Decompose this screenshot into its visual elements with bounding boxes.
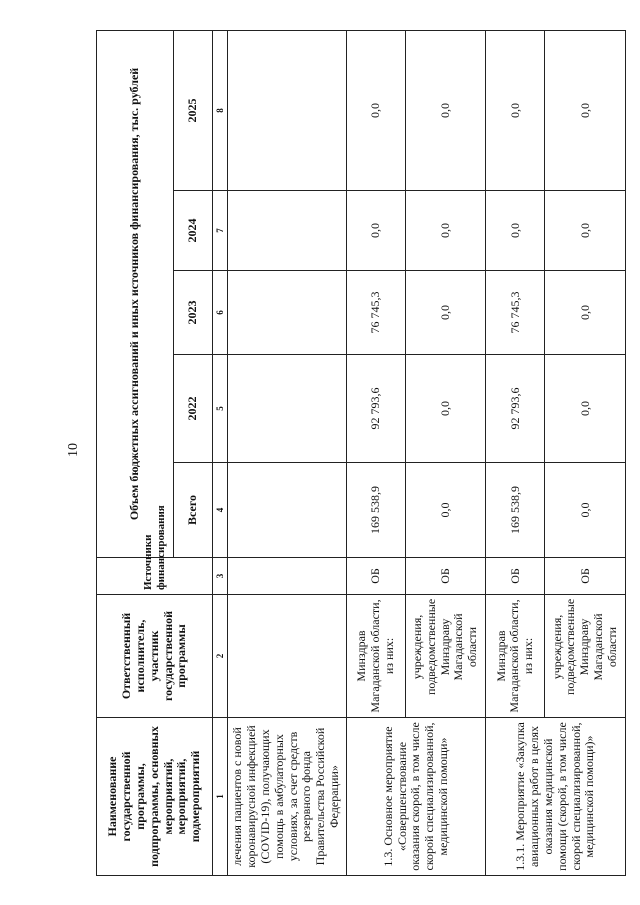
row-2024: 0,0 <box>347 191 406 271</box>
row-source: ОБ <box>347 558 406 595</box>
row-2023: 0,0 <box>405 271 486 355</box>
row-2023: 76 745,3 <box>347 271 406 355</box>
header-funding-group: Объем бюджетных ассигнований и иных источников финансирования, тыс. рублей <box>97 30 174 557</box>
row-2025: 0,0 <box>545 30 626 190</box>
header-total: Всего <box>173 463 212 558</box>
row-total: 169 538,9 <box>486 463 545 558</box>
row-2023: 76 745,3 <box>486 271 545 355</box>
row-executor: учреждения, подведомственные Минздраву Магаданской области <box>545 595 626 718</box>
column-index: 2 <box>213 595 228 718</box>
row-2025: 0,0 <box>405 30 486 190</box>
row-2024 <box>228 191 347 271</box>
row-executor: Минздрав Магаданской области, из них: <box>486 595 545 718</box>
table-row <box>486 30 545 875</box>
header-2024: 2024 <box>173 191 212 271</box>
row-2024: 0,0 <box>486 191 545 271</box>
row-2022: 0,0 <box>545 355 626 463</box>
row-2023: 0,0 <box>545 271 626 355</box>
rotated-table-container <box>96 31 626 876</box>
row-total: 169 538,9 <box>347 463 406 558</box>
row-source: ОБ <box>486 558 545 595</box>
header-2023: 2023 <box>173 271 212 355</box>
column-index: 1 <box>213 718 228 876</box>
row-2022: 0,0 <box>405 355 486 463</box>
row-executor: Минздрав Магаданской области, из них: <box>347 595 406 718</box>
table-row <box>228 30 347 875</box>
row-program-name: 1.3.1. Мероприятие «Закупка авиационных работ в целях оказания медицинской помощи (скорой, в том числе скорой специализированной, медицинской помощи)» <box>486 718 626 876</box>
table-row <box>347 30 406 875</box>
row-2024: 0,0 <box>405 191 486 271</box>
row-total: 0,0 <box>545 463 626 558</box>
row-executor: учреждения, подведомственные Минздраву Магаданской области <box>405 595 486 718</box>
header-2022: 2022 <box>173 355 212 463</box>
column-index-row <box>213 30 228 875</box>
row-source: ОБ <box>405 558 486 595</box>
row-executor <box>228 595 347 718</box>
row-total <box>228 463 347 558</box>
row-program-name: 1.3. Основное мероприятие «Совершенствование оказания скорой, в том числе скорой специализированной, медицинской помощи» <box>347 718 486 876</box>
row-2025: 0,0 <box>347 30 406 190</box>
header-funding-source: Источники финансирования <box>97 558 213 595</box>
column-index: 7 <box>213 191 228 271</box>
row-program-name: лечения пациентов с новой коронавирусной инфекцией (COVID-19), получающих помощь в амбулаторных условиях, за счет средств резервного фонда Правительства Российской Федерации» <box>228 718 347 876</box>
column-index: 3 <box>213 558 228 595</box>
row-2025: 0,0 <box>486 30 545 190</box>
row-2023 <box>228 271 347 355</box>
row-2022 <box>228 355 347 463</box>
header-executor: Ответственный исполнитель, участник государственной программы <box>97 595 213 718</box>
row-2024: 0,0 <box>545 191 626 271</box>
header-program-name: Наименование государственной программы, подпрограммы, основных мероприятий, мероприятий, подмероприятий <box>97 718 213 876</box>
page-number: 10 <box>66 443 81 457</box>
row-source: ОБ <box>545 558 626 595</box>
column-index: 5 <box>213 355 228 463</box>
funding-table <box>96 30 626 876</box>
column-index: 4 <box>213 463 228 558</box>
header-2025: 2025 <box>173 30 212 190</box>
column-index: 6 <box>213 271 228 355</box>
row-2022: 92 793,6 <box>486 355 545 463</box>
row-source <box>228 558 347 595</box>
row-2025 <box>228 30 347 190</box>
column-index: 8 <box>213 30 228 190</box>
row-total: 0,0 <box>405 463 486 558</box>
row-2022: 92 793,6 <box>347 355 406 463</box>
